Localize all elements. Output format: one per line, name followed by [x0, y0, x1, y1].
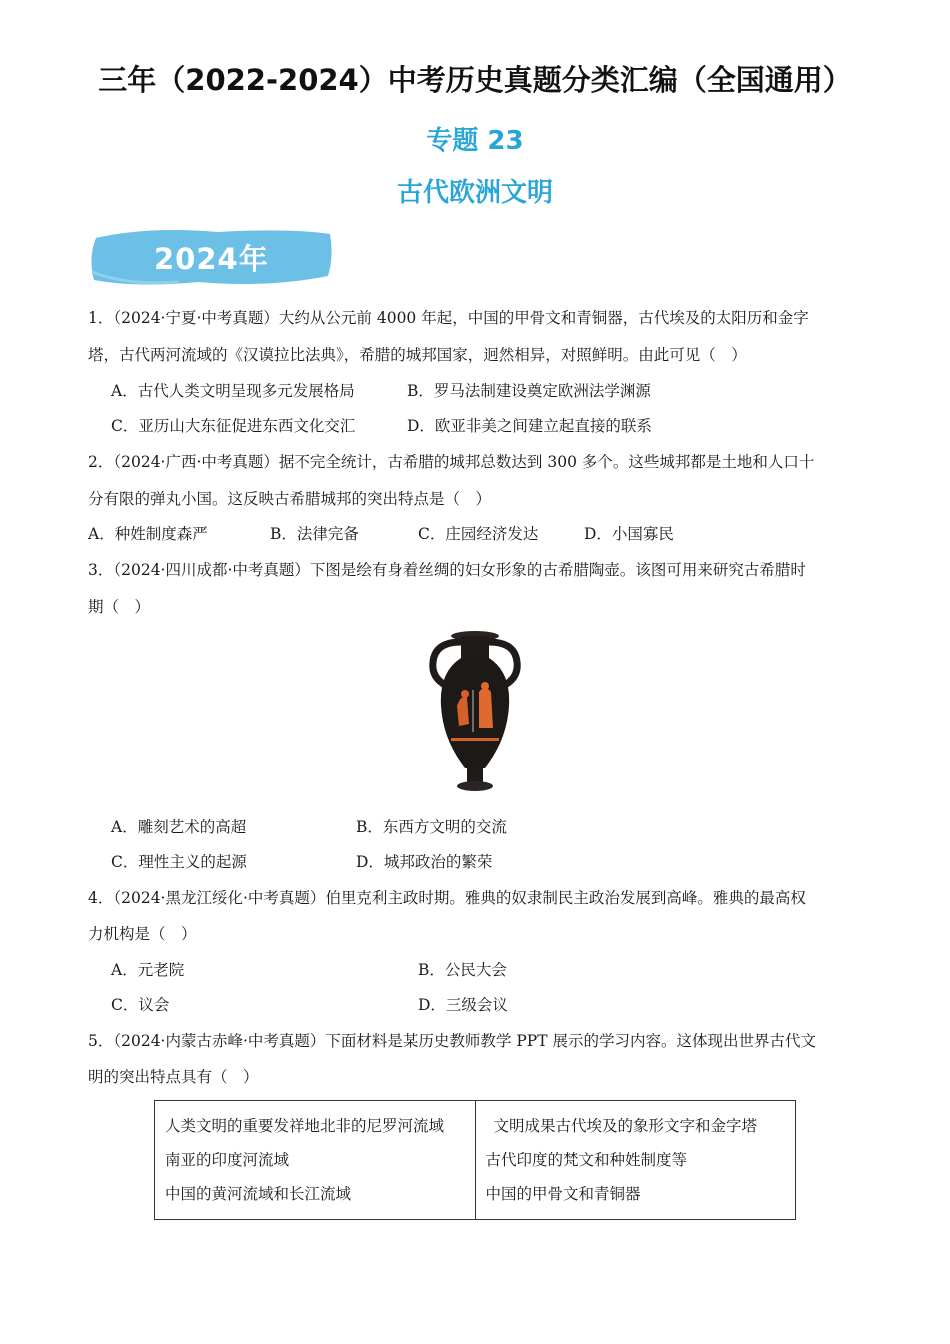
question-1-option-b: B．罗马法制建设奠定欧洲法学渊源: [407, 382, 651, 400]
question-2-option-a: A．种姓制度森严: [88, 525, 208, 543]
question-1-line-1: 1．（2024·宁夏·中考真题）大约从公元前 4000 年起，中国的甲骨文和青铜器，古代埃及的太阳历和金字: [88, 309, 809, 327]
question-3-option-c: C．理性主义的起源: [111, 853, 247, 871]
table-right-line-2: 古代印度的梵文和种姓制度等: [485, 1151, 688, 1169]
question-4-option-c: C．议会: [111, 996, 170, 1014]
question-3-line-1: 3．（2024·四川成都·中考真题）下图是绘有身着丝绸的妇女形象的古希腊陶壶。该图可用来研究古希腊时: [88, 561, 806, 579]
question-3-option-d: D．城邦政治的繁荣: [356, 853, 493, 871]
question-2-option-c: C．庄园经济发达: [418, 525, 539, 543]
year-section-badge: [88, 224, 336, 290]
ppt-material-table: [154, 1100, 796, 1220]
table-left-line-2: 南亚的印度河流域: [165, 1151, 290, 1169]
question-2-line-2: 分有限的弹丸小国。这反映古希腊城邦的突出特点是（ ）: [88, 490, 492, 508]
table-right-line-3: 中国的甲骨文和青铜器: [485, 1185, 641, 1203]
question-1-option-a: A．古代人类文明呈现多元发展格局: [111, 382, 355, 400]
table-left-line-3: 中国的黄河流域和长江流域: [165, 1185, 352, 1203]
question-2-line-1: 2．（2024·广西·中考真题）据不完全统计，古希腊的城邦总数达到 300 多个。这些城邦都是土地和人口十: [88, 453, 815, 471]
topic-name: 古代欧洲文明: [396, 178, 553, 208]
topic-number: 专题 23: [426, 126, 524, 156]
question-2-option-d: D．小国寡民: [584, 525, 674, 543]
question-4-line-2: 力机构是（ ）: [88, 925, 197, 943]
question-3-option-b: B．东西方文明的交流: [356, 818, 507, 836]
table-right-cell: [475, 1101, 796, 1220]
question-4-option-b: B．公民大会: [418, 961, 507, 979]
question-2-option-b: B．法律完备: [270, 525, 359, 543]
table-right-line-1: 文明成果古代埃及的象形文字和金字塔: [493, 1117, 758, 1135]
question-3-line-2: 期（ ）: [88, 598, 151, 616]
question-4-option-d: D．三级会议: [418, 996, 508, 1014]
question-5-line-2: 明的突出特点具有（ ）: [88, 1068, 259, 1086]
document-title: 三年（2022-2024）中考历史真题分类汇编（全国通用）: [98, 63, 852, 97]
year-label: 2024年: [154, 242, 269, 276]
question-3-option-a: A．雕刻艺术的高超: [111, 818, 247, 836]
question-1-line-2: 塔，古代两河流域的《汉谟拉比法典》，希腊的城邦国家，迥然相异，对照鲜明。由此可见（ ）: [88, 346, 747, 364]
table-left-cell: [155, 1101, 476, 1220]
question-4-line-1: 4．（2024·黑龙江绥化·中考真题）伯里克利主政时期。雅典的奴隶制民主政治发展到高峰。雅典的最高权: [88, 889, 806, 907]
question-1-option-d: D．欧亚非美之间建立起直接的联系: [407, 417, 652, 435]
question-1-option-c: C．亚历山大东征促进东西文化交汇: [111, 417, 356, 435]
question-5-line-1: 5．（2024·内蒙古赤峰·中考真题）下面材料是某历史教师教学 PPT 展示的学习内容。这体现出世界古代文: [88, 1032, 816, 1050]
table-left-line-1: 人类文明的重要发祥地北非的尼罗河流域: [165, 1117, 445, 1135]
greek-amphora-image: [425, 628, 525, 794]
question-4-option-a: A．元老院: [111, 961, 185, 979]
